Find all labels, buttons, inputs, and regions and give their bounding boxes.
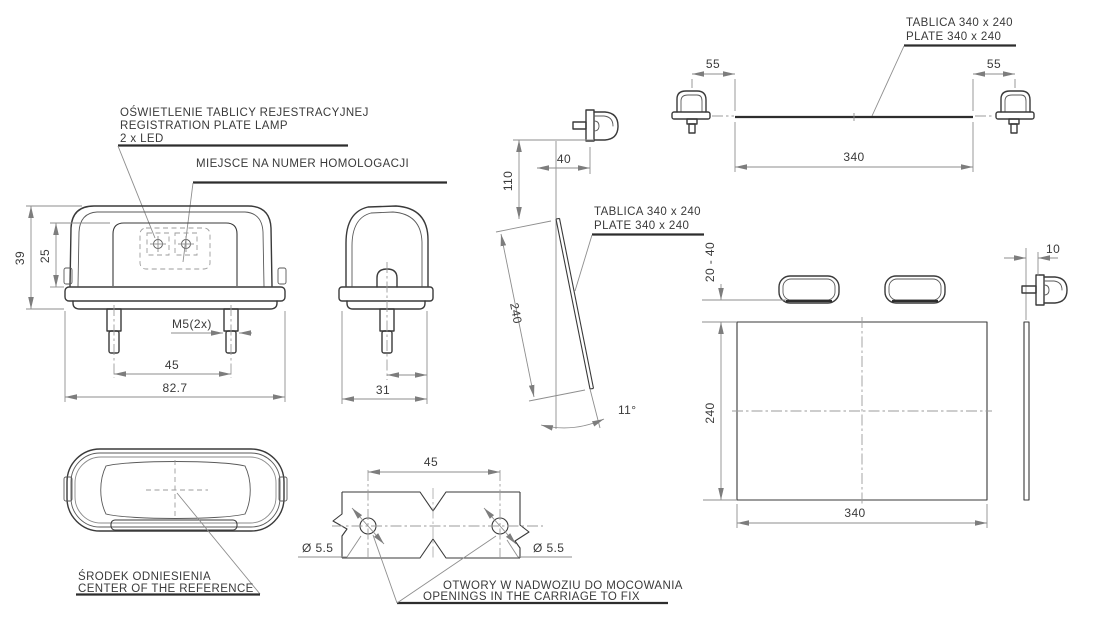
homologation-callout (183, 158, 447, 262)
plate-note-side-line1: TABLICA 340 x 240 (594, 206, 701, 218)
dim-body-width: 82.7 (162, 381, 188, 395)
plate-note-top-line2: PLATE 340 x 240 (906, 31, 1002, 43)
lamp-note-line2: REGISTRATION PLATE LAMP (120, 120, 288, 132)
dim-left-offset: 55 (705, 57, 721, 71)
dim-lens-height: 25 (38, 248, 52, 264)
plate-note-top-line1: TABLICA 340 x 240 (906, 17, 1013, 29)
lamp-note-line3: 2 x LED (120, 133, 164, 145)
dim-gap-range: 20 - 40 (703, 241, 717, 283)
view-side (339, 206, 433, 404)
dim-plate-width-top: 340 (843, 150, 865, 164)
dim-hole-spacing: 45 (423, 455, 439, 469)
lamp-callout (118, 106, 369, 238)
dim-stud-spacing: 45 (164, 358, 180, 372)
dim-lamp-height: 110 (501, 170, 515, 192)
view-holes (298, 455, 683, 603)
dim-tilt-angle: 11° (618, 403, 637, 417)
dim-right-offset: 55 (986, 57, 1002, 71)
dim-front-height: 39 (13, 250, 27, 266)
dim-lamp-offset: 40 (556, 152, 572, 166)
dim-plate-side-gap: 10 (1046, 242, 1061, 256)
dim-side-width: 31 (375, 383, 391, 397)
view-top (672, 17, 1034, 172)
reference-note-line1: ŚRODEK ODNIESIENIA (78, 571, 212, 583)
reference-note-line2: CENTER OF THE REFERENCE (78, 583, 254, 595)
view-bottom (64, 449, 287, 595)
dim-hole-dia-left: Ø 5.5 (302, 541, 334, 555)
view-front (13, 206, 286, 402)
dim-plate-width-front: 340 (844, 506, 866, 520)
dim-thread: M5(2x) (172, 317, 212, 331)
homologation-note: MIEJSCE NA NUMER HOMOLOGACJI (196, 158, 410, 170)
view-tilt (496, 110, 704, 429)
dim-hole-dia-right: Ø 5.5 (533, 541, 565, 555)
openings-note-line2: OPENINGS IN THE CARRIAGE TO FIX (423, 591, 640, 603)
view-plate-front (702, 242, 1067, 528)
lamp-note-line1: OŚWIETLENIE TABLICY REJESTRACYJNEJ (120, 107, 369, 119)
dim-plate-height-front: 240 (703, 402, 717, 424)
plate-note-side-line2: PLATE 340 x 240 (594, 220, 690, 232)
openings-note-line1: OTWORY W NADWOZIU DO MOCOWANIA (443, 580, 683, 592)
dim-plate-length: 240 (507, 301, 525, 325)
